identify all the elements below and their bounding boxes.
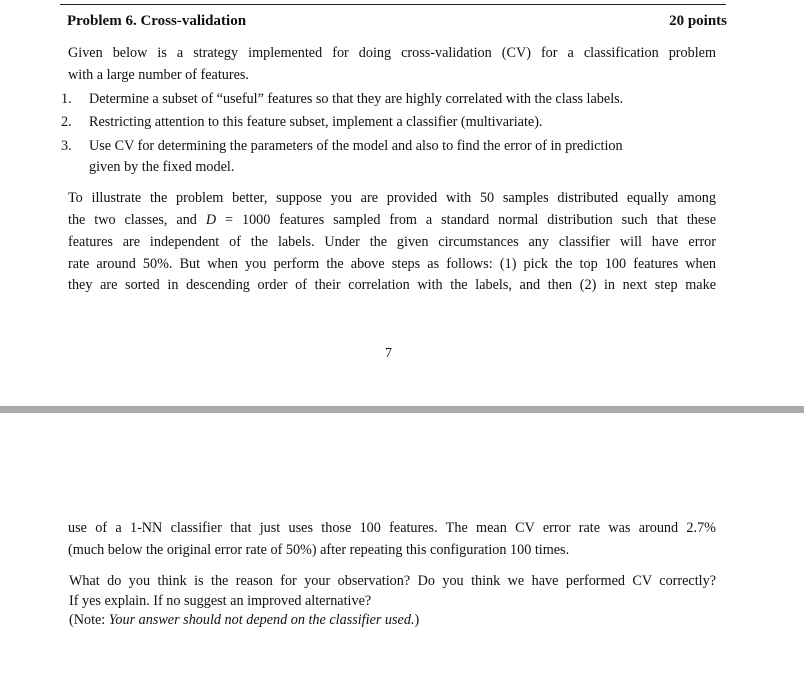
step-3-text-line-1: Use CV for determining the parameters of the model and also to find the error of in prediction [89,138,623,154]
intro-line-2: with a large number of features. [68,67,249,83]
problem-header [67,13,727,35]
continuation-line-2: (much below the original error rate of 50%) after repeating this configuration 100 times. [68,542,570,558]
illustration-line-3: features are independent of the labels. Under the given circumstances any classifier will have error [68,234,716,250]
note-close: ) [414,612,420,628]
problem-title: Problem 6. Cross-validation [67,13,247,29]
illustration-line-2-start: the two classes, and [68,212,206,228]
note-open: (Note: [69,612,109,628]
illustration-line-2 [68,211,716,229]
question-line-2: If yes explain. If no suggest an improved alternative? [69,593,372,609]
note-italic-text: Your answer should not depend on the classifier used. [108,612,415,628]
problem-points: 20 points [669,13,727,29]
question-line-1: What do you think is the reason for your observation? Do you think we have performed CV correctly? [69,573,716,589]
intro-line-1: Given below is a strategy implemented for doing cross-validation (CV) for a classification problem [68,45,716,61]
step-1-number: 1. [61,91,72,107]
top-rule [60,4,726,5]
illustration-line-4: rate around 50%. But when you perform the above steps as follows: (1) pick the top 100 features when [68,256,716,272]
question-note [69,611,419,629]
step-3-text-line-2: given by the fixed model. [89,159,235,175]
step-2-number: 2. [61,114,72,130]
page-divider [0,406,804,413]
illustration-line-2-end: = 1000 features sampled from a standard normal distribution such that these [216,212,716,228]
step-2-text: Restricting attention to this feature subset, implement a classifier (multivariate). [89,114,543,130]
variable-d: D [205,212,217,228]
step-3-number: 3. [61,138,72,154]
continuation-line-1: use of a 1-NN classifier that just uses those 100 features. The mean CV error rate was around 2.7% [68,520,716,536]
page-number: 7 [385,346,392,361]
illustration-line-5: they are sorted in descending order of their correlation with the labels, and then (2) in next step make [68,277,716,293]
illustration-line-1: To illustrate the problem better, suppose you are provided with 50 samples distributed equally among [68,190,716,206]
step-1-text: Determine a subset of “useful” features so that they are highly correlated with the class labels. [89,91,624,107]
